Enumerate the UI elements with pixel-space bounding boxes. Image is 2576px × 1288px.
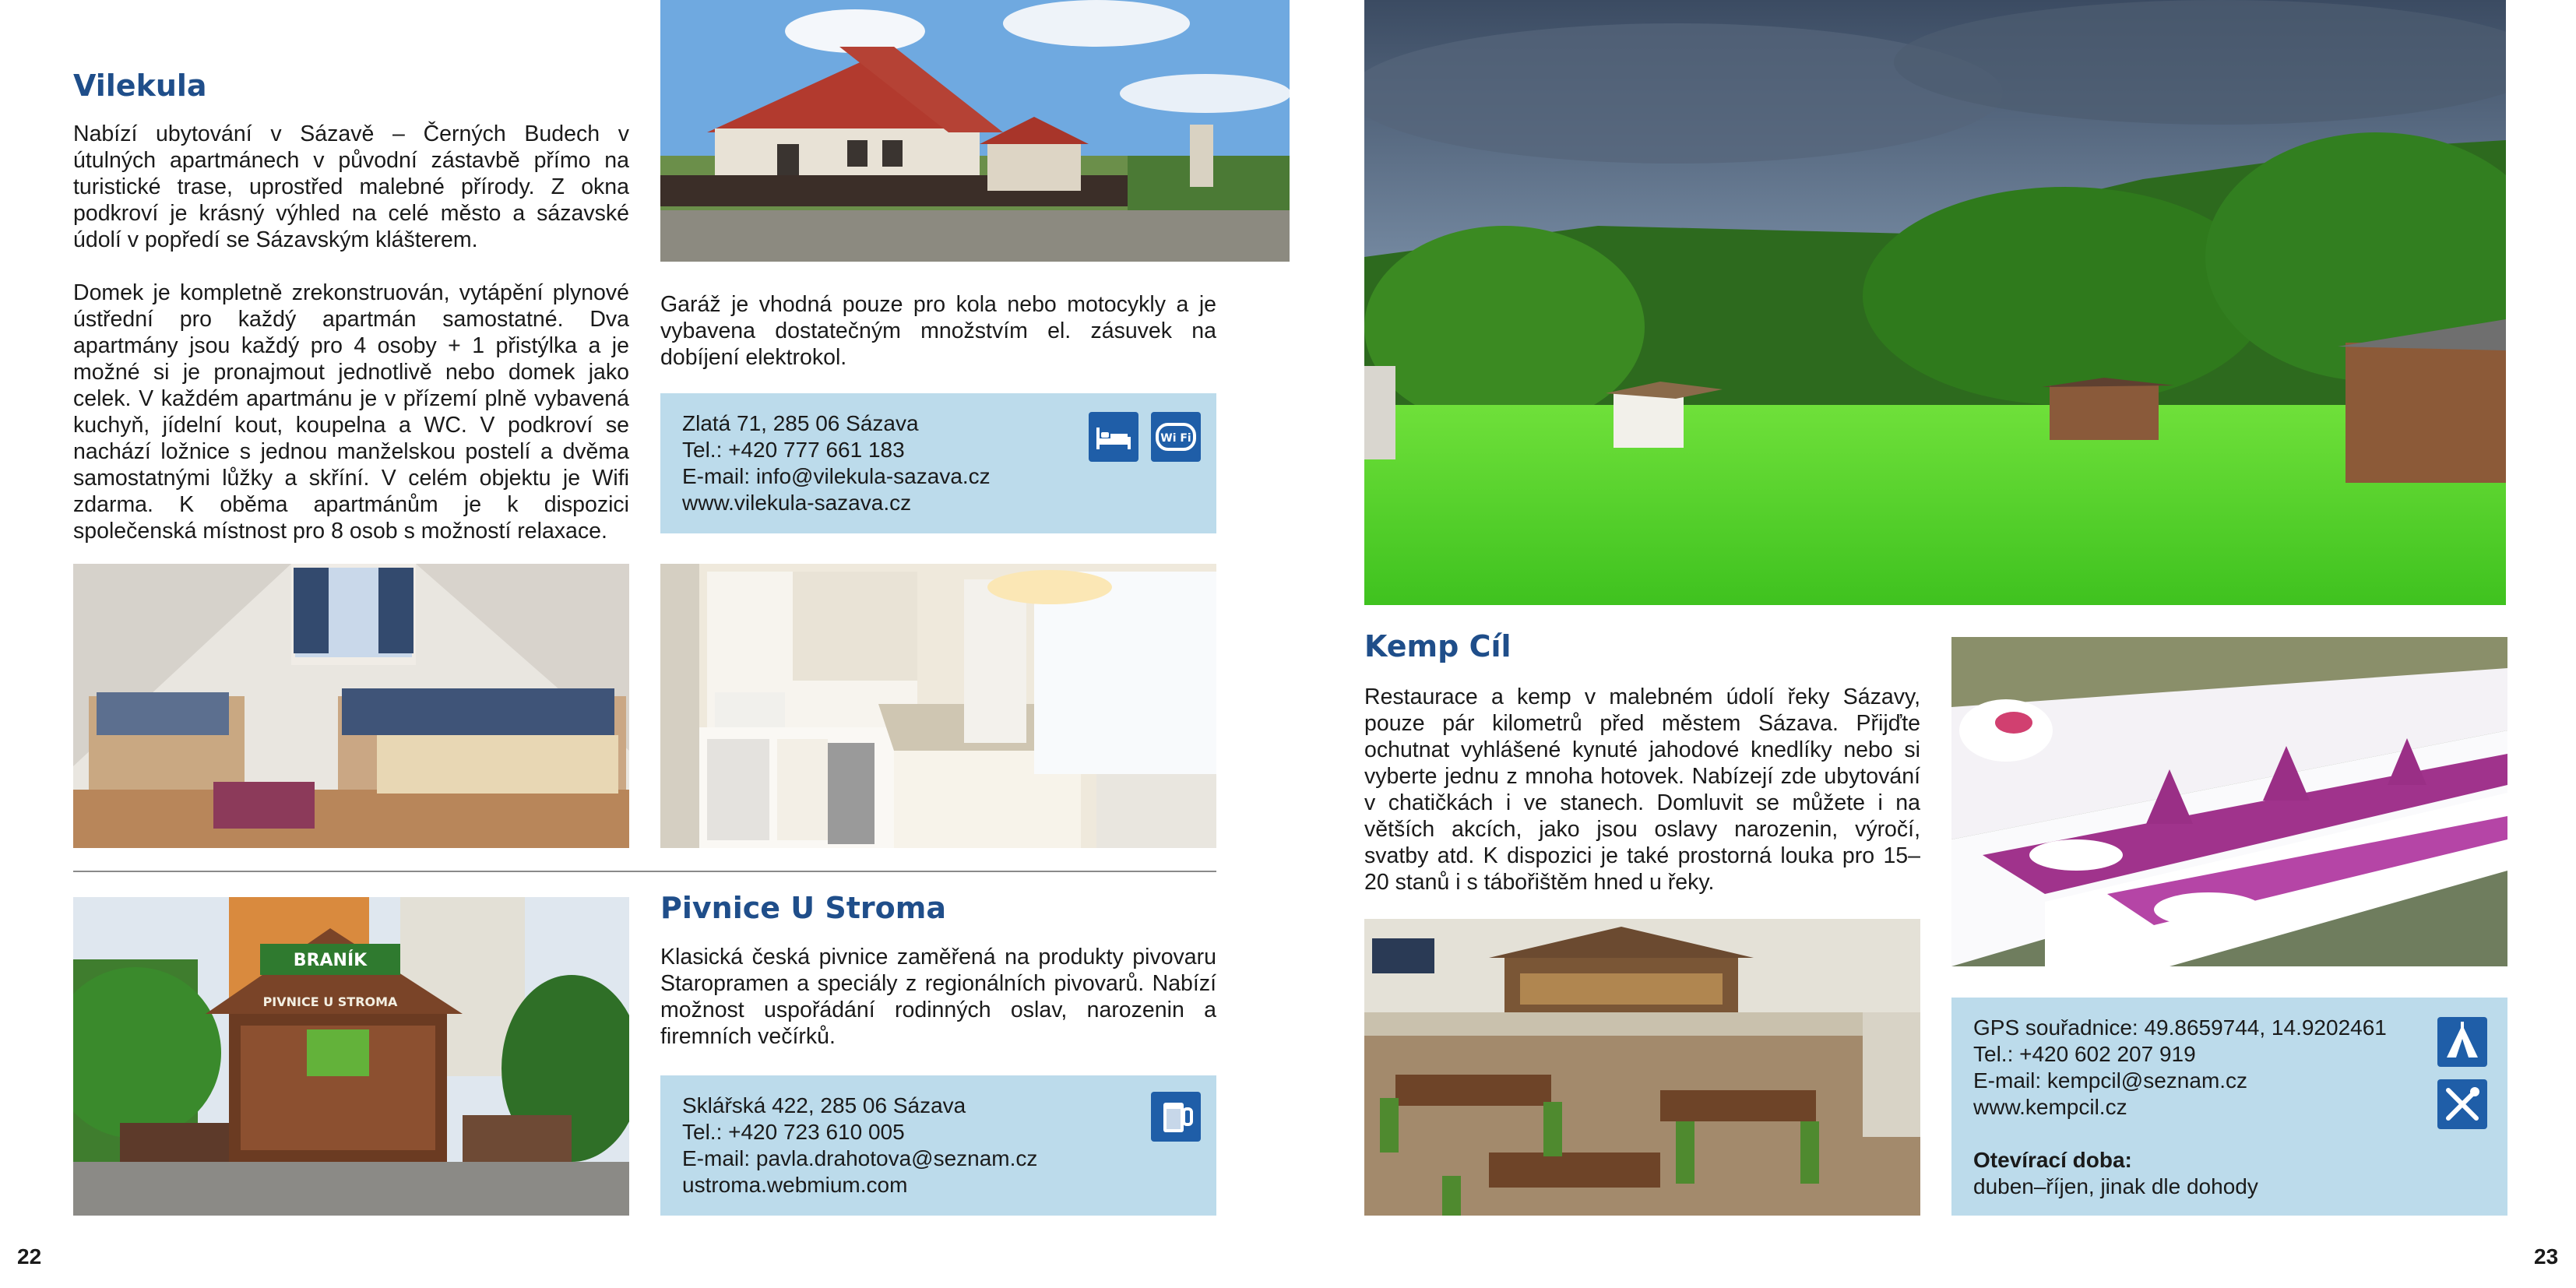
pivnice-phone[interactable]: Tel.: +420 723 610 005 <box>682 1120 905 1144</box>
vilekula-web[interactable]: www.vilekula-sazava.cz <box>682 491 912 515</box>
pivnice-sign-top: BRANÍK <box>293 951 368 970</box>
vilekula-description <box>73 121 629 544</box>
vilekula-kitchen-photo <box>660 564 1216 848</box>
vilekula-phone[interactable]: Tel.: +420 777 661 183 <box>682 438 905 462</box>
vilekula-paragraph-1: Nabízí ubytování v Sázavě – Černých Budech v útulných apartmánech v původní zástavbě přímo na turistické trase, uprostřed malebné přírody. Z okna podkroví je krásný výhled na celé město a sázavské údolí v popředí se Sázavským klášterem. <box>73 121 629 252</box>
vilekula-bedroom-photo <box>73 564 629 848</box>
vilekula-title: Vilekula <box>73 69 207 103</box>
beer-mug-icon <box>1151 1092 1201 1142</box>
kemp-web[interactable]: www.kempcil.cz <box>1973 1095 2127 1119</box>
wifi-label: Wi Fi <box>1160 432 1191 445</box>
pivnice-address: Sklářská 422, 285 06 Sázava <box>682 1093 966 1117</box>
kemp-phone[interactable]: Tel.: +420 602 207 919 <box>1973 1042 2196 1066</box>
kemp-contact-box <box>1951 998 2507 1216</box>
page-number-right: 23 <box>2534 1244 2559 1269</box>
kemp-meadow-photo <box>1364 0 2506 605</box>
bed-icon <box>1089 412 1138 462</box>
vilekula-house-photo <box>660 0 1290 262</box>
kemp-hours-label: Otevírací doba: <box>1973 1148 2132 1172</box>
pivnice-photo <box>73 897 629 1216</box>
vilekula-address: Zlatá 71, 285 06 Sázava <box>682 411 919 435</box>
fork-knife-icon <box>2437 1079 2487 1129</box>
section-divider <box>73 871 1216 872</box>
pivnice-description: Klasická česká pivnice zaměřená na produkty pivovaru Staropramen a speciály z regionálních pivovarů. Nabízí možnost uspořádání rodinných oslav, narozenin a firemních večírků. <box>660 945 1216 1049</box>
kemp-banquet-photo <box>1951 637 2507 966</box>
vilekula-email[interactable]: E-mail: info@vilekula-sazava.cz <box>682 464 991 488</box>
vilekula-garage-text: Garáž je vhodná pouze pro kola nebo motocykly a je vybavena dostatečným množstvím el. zásuvek na dobíjení elektrokol. <box>660 292 1216 370</box>
kemp-description: Restaurace a kemp v malebném údolí řeky Sázavy, pouze pár kilometrů před městem Sázava. Přijďte ochutnat vyhlášené kynuté jahodové knedlíky nebo si vyberte jednu z mnoha hotovek. Nabízejí zde ubytování v chatičkách i ve stanech. Domluvit se můžete i na větších akcích, jako jsou oslavy narozenin, výročí, svatby atd. K dispozici je také prostorná louka pro 15–20 stanů i s tábořištěm hned u řeky. <box>1364 684 1920 895</box>
vilekula-paragraph-2: Domek je kompletně zrekonstruován, vytápění plynové ústřední pro každý apartmán samostatné. Dva apartmány jsou každý pro 4 osoby + 1 přistýlka a je možné si je pronajmout jednotlivě nebo domek jako celek. V každém apartmánu je v přízemí plně vybavená kuchyň, jídelní kout, koupelna a WC. V podkroví se nachází ložnice s jednou manželskou postelí a dvěma samostatnými lůžky a skříní. V celém objektu je Wifi zdarma. K oběma apartmánům je k dispozici společenská místnost pro 8 osob s možností relaxace. <box>73 280 629 544</box>
pivnice-web[interactable]: ustroma.webmium.com <box>682 1173 908 1197</box>
kemp-restaurant-photo <box>1364 919 1920 1216</box>
kemp-title: Kemp Cíl <box>1364 629 1511 663</box>
pivnice-contact-box <box>660 1075 1216 1216</box>
pivnice-email[interactable]: E-mail: pavla.drahotova@seznam.cz <box>682 1146 1038 1170</box>
wifi-icon <box>1151 412 1201 462</box>
page-number-left: 22 <box>17 1244 42 1269</box>
kemp-email[interactable]: E-mail: kempcil@seznam.cz <box>1973 1068 2248 1093</box>
tent-icon <box>2437 1017 2487 1067</box>
pivnice-title: Pivnice U Stroma <box>660 891 946 925</box>
pivnice-sign-name: PIVNICE U STROMA <box>262 994 398 1009</box>
kemp-gps: GPS souřadnice: 49.8659744, 14.9202461 <box>1973 1015 2387 1040</box>
kemp-hours: duben–říjen, jinak dle dohody <box>1973 1174 2258 1198</box>
